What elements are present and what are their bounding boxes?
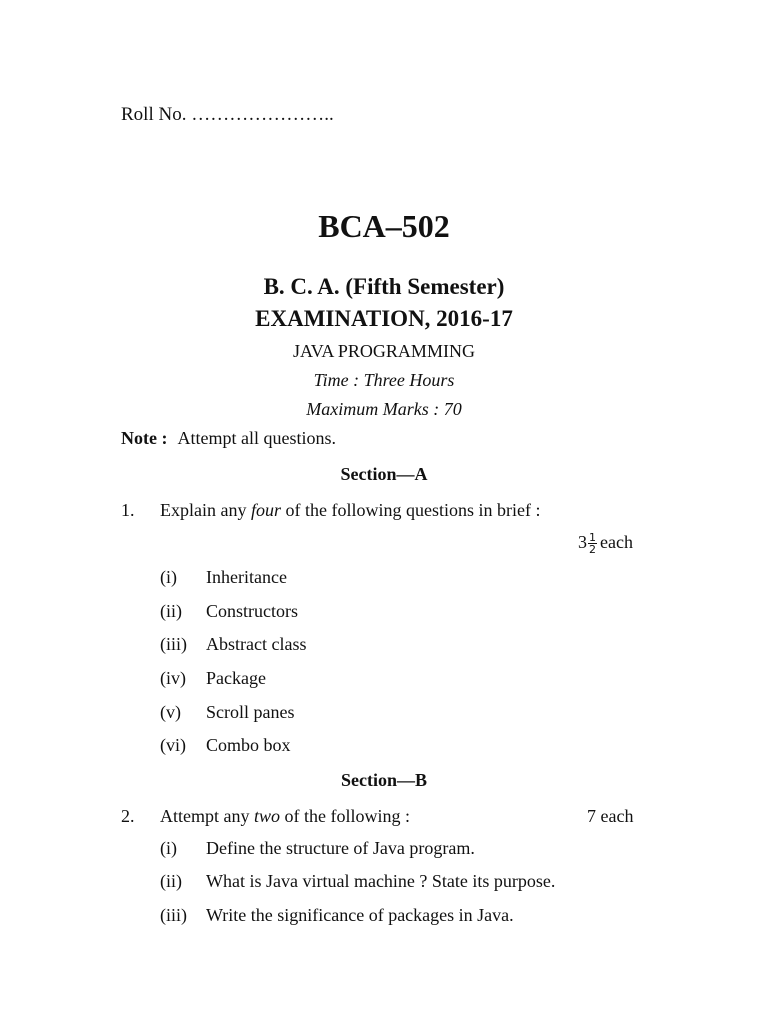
marks-suffix: each: [600, 532, 633, 552]
marks-whole: 3: [578, 532, 587, 552]
subject-title: JAVA PROGRAMMING: [293, 341, 475, 361]
fraction-denominator: 2: [589, 543, 596, 557]
q1-item-text: Inheritance: [206, 567, 287, 587]
fraction-numerator: 1: [589, 531, 596, 545]
question-1-text: [160, 500, 540, 521]
q1-item-label: (v): [160, 702, 181, 722]
q2-item-label: (ii): [160, 871, 182, 891]
q1-item-text: Combo box: [206, 735, 291, 755]
marks-fraction: [588, 532, 597, 555]
note: [121, 428, 336, 449]
note-text: Attempt all questions.: [177, 428, 336, 448]
paper-code: BCA–502: [318, 208, 450, 244]
programme-title: B. C. A. (Fifth Semester): [263, 274, 505, 299]
question-2-text-start: Attempt any: [160, 806, 254, 826]
examination-title: EXAMINATION, 2016-17: [255, 306, 513, 331]
q1-item-label: (i): [160, 567, 177, 587]
q2-item-text: Define the structure of Java program.: [206, 838, 475, 858]
section-a-title: Section—A: [340, 464, 428, 484]
question-2-emphasis: two: [253, 806, 280, 826]
question-2-number: 2.: [121, 806, 135, 826]
q1-item-text: Scroll panes: [206, 702, 295, 722]
question-1-number: 1.: [121, 500, 135, 520]
q2-item-text: Write the significance of packages in Java.: [206, 905, 514, 925]
q2-item-label: (i): [160, 838, 177, 858]
time-allowed: Time : Three Hours: [313, 370, 455, 390]
q1-item-text: Constructors: [206, 601, 298, 621]
roll-number: Roll No. …………………..: [121, 104, 334, 125]
section-b-title: Section—B: [340, 770, 427, 790]
q1-item-label: (vi): [160, 735, 186, 755]
note-label: Note :: [121, 428, 168, 448]
q1-item-text: Package: [206, 668, 266, 688]
maximum-marks: Maximum Marks : 70: [306, 399, 462, 419]
q1-item-label: (iv): [160, 668, 186, 688]
question-1-marks: [578, 532, 633, 555]
question-2-marks: 7 each: [587, 806, 634, 826]
question-1-emphasis: four: [250, 500, 281, 520]
q2-item-text: What is Java virtual machine ? State its purpose.: [206, 871, 556, 891]
q1-item-label: (ii): [160, 601, 182, 621]
question-2-text: [160, 806, 410, 827]
q2-item-label: (iii): [160, 905, 187, 925]
q1-item-label: (iii): [160, 634, 187, 654]
q1-item-text: Abstract class: [206, 634, 307, 654]
question-1-text-start: Explain any: [160, 500, 251, 520]
question-2-text-end: of the following :: [280, 806, 410, 826]
question-1-text-end: of the following questions in brief :: [281, 500, 541, 520]
